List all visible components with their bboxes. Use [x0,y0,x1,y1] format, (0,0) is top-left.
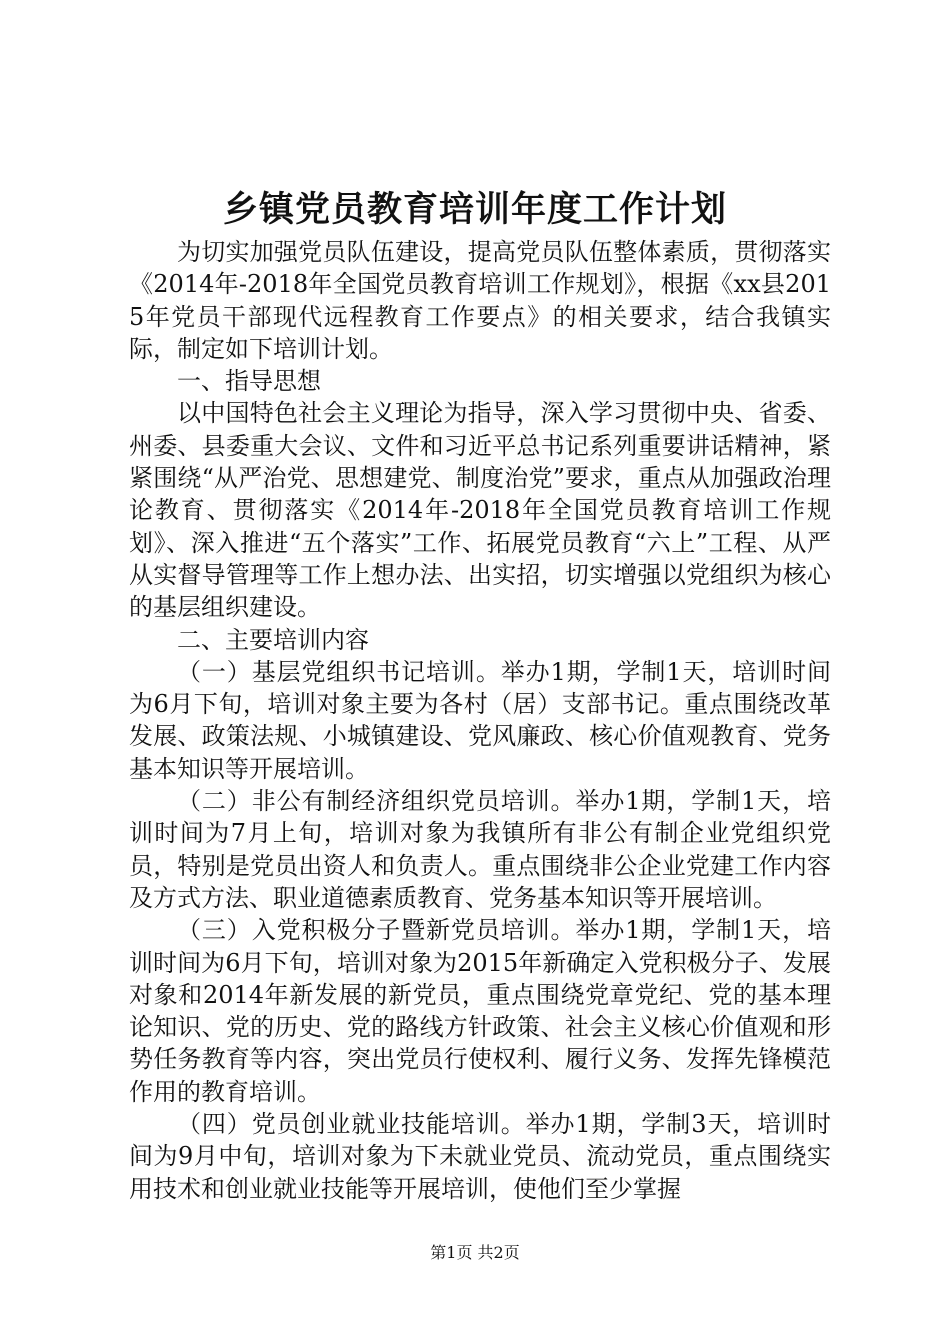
training-item-1: （一）基层党组织书记培训。举办1期，学制1天，培训时间为6月下旬，培训对象主要为各村（居）支部书记。重点围绕改革发展、政策法规、小城镇建设、党风廉政、核心价值观教育、党务基本知识等开展培训。 [129,657,831,783]
page-number-footer: 第1页 共2页 [430,1243,520,1262]
document-body [129,236,831,1205]
section-heading-guiding-ideology: 一、指导思想 [177,367,321,396]
training-item-3: （三）入党积极分子暨新党员培训。举办1期，学制1天，培训时间为6月下旬，培训对象为2015年新确定入党积极分子、发展对象和2014年新发展的新党员，重点围绕党章党纪、党的基本理论知识、党的历史、党的路线方针政策、社会主义核心价值观和形势任务教育等内容，突出党员行使权利、履行义务、发挥先锋模范作用的教育培训。 [129,916,831,1106]
training-item-2: （二）非公有制经济组织党员培训。举办1期，学制1天，培训时间为7月上旬，培训对象为我镇所有非公有制企业党组织党员，特别是党员出资人和负责人。重点围绕非公企业党建工作内容及方式方法、职业道德素质教育、党务基本知识等开展培训。 [129,787,831,912]
guiding-ideology-paragraph: 以中国特色社会主义理论为指导，深入学习贯彻中央、省委、州委、县委重大会议、文件和习近平总书记系列重要讲话精神，紧紧围绕“从严治党、思想建党、制度治党”要求，重点从加强政治理论教育、贯彻落实《2014年-2018年全国党员教育培训工作规划》、深入推进“五个落实”工作、拓展党员教育“六上”工程、从严从实督导管理等工作上想办法、出实招，切实增强以党组织为核心的基层组织建设。 [129,399,831,622]
document-title: 乡镇党员教育培训年度工作计划 [222,189,727,230]
section-heading-training-content: 二、主要培训内容 [177,625,369,654]
intro-paragraph: 为切实加强党员队伍建设，提高党员队伍整体素质，贯彻落实《2014年-2018年全国党员教育培训工作规划》，根据《xx县2015年党员干部现代远程教育工作要点》的相关要求，结合我镇实际，制定如下培训计划。 [129,238,831,363]
training-item-4: （四）党员创业就业技能培训。举办1期，学制3天，培训时间为9月中旬，培训对象为下未就业党员、流动党员，重点围绕实用技术和创业就业技能等开展培训，使他们至少掌握 [129,1110,831,1203]
